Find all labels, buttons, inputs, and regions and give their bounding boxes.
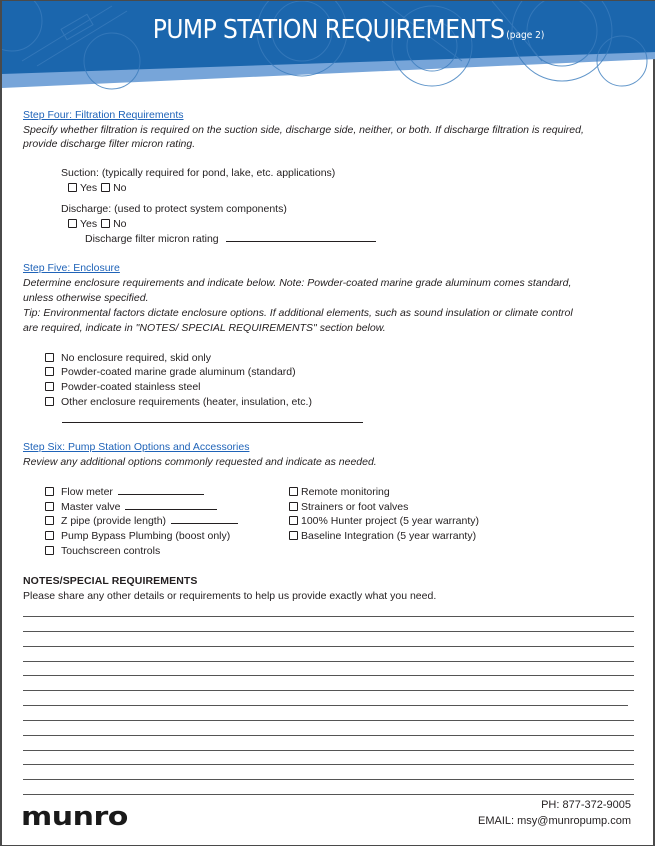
enclosure-option-label-1: Powder-coated marine grade aluminum (standard) [61,366,296,378]
enclosure-option [45,381,201,393]
z-pipe-length-input[interactable] [171,515,238,524]
micron-rating-row [85,233,376,245]
option-baseline-integration [289,530,476,542]
hunter-project-checkbox[interactable] [289,516,298,525]
step-six-desc: Review any additional options commonly requested and indicate as needed. [23,456,377,468]
master-valve-label: Master valve [61,501,121,513]
pump-bypass-label: Pump Bypass Plumbing (boost only) [61,530,231,542]
touchscreen-label: Touchscreen controls [61,545,161,557]
discharge-label: Discharge: (used to protect system components) [61,203,287,215]
step-five-tip-line1: Tip: Environmental factors dictate enclosure options. If additional elements, such as sound insulation or climate control [23,307,573,319]
baseline-integration-label: Baseline Integration (5 year warranty) [301,530,477,542]
notes-line[interactable] [23,631,634,632]
suction-yes-checkbox[interactable] [68,183,77,192]
notes-line[interactable] [23,616,634,617]
strainers-label: Strainers or foot valves [301,501,409,513]
header-banner [2,1,655,91]
option-hunter-project [289,515,479,527]
notes-line[interactable] [23,750,634,751]
step-five-tip-line2: are required, indicate in "NOTES/ SPECIAL REQUIREMENTS" section below. [23,322,386,334]
suction-yes-label: Yes [80,182,98,194]
enclosure-option-checkbox-1[interactable] [45,367,54,376]
notes-desc: Please share any other details or requirements to help us provide exactly what you need. [23,590,437,602]
step-five-heading[interactable]: Step Five: Enclosure [23,262,120,274]
notes-line[interactable] [23,794,634,795]
notes-line[interactable] [23,735,634,736]
enclosure-option-label-2: Powder-coated stainless steel [61,381,201,393]
master-valve-checkbox[interactable] [45,502,54,511]
flow-meter-checkbox[interactable] [45,487,54,496]
step-four-desc-line2: provide discharge filter micron rating. [23,138,196,150]
page-number-label: (page 2) [506,30,545,41]
step-four-heading[interactable]: Step Four: Filtration Requirements [23,109,184,121]
option-strainers [289,501,408,513]
micron-rating-label: Discharge filter micron rating [85,233,219,245]
notes-line[interactable] [23,764,634,765]
master-valve-input[interactable] [125,501,217,510]
enclosure-option-label-3: Other enclosure requirements (heater, insulation, etc.) [61,396,312,408]
discharge-no-label: No [113,218,127,230]
page-title [153,15,545,45]
remote-monitoring-checkbox[interactable] [289,487,298,496]
discharge-no-checkbox[interactable] [101,219,110,228]
enclosure-option [45,366,296,378]
touchscreen-checkbox[interactable] [45,546,54,555]
strainers-checkbox[interactable] [289,502,298,511]
notes-line[interactable] [23,690,634,691]
z-pipe-label: Z pipe (provide length) [61,515,167,527]
flow-meter-input[interactable] [118,486,204,495]
option-touchscreen [45,545,160,557]
notes-line[interactable] [23,675,634,676]
page-title-text: PUMP STATION REQUIREMENTS [152,15,505,45]
step-five-desc-line1: Determine enclosure requirements and indicate below. Note: Powder-coated marine grade aluminum comes standard, [23,277,572,289]
phone-number: PH: 877-372-9005 [541,799,631,811]
discharge-yes-label: Yes [80,218,98,230]
suction-no-label: No [113,182,127,194]
hunter-project-label: 100% Hunter project (5 year warranty) [301,515,479,527]
other-enclosure-input[interactable] [62,422,363,423]
flow-meter-label: Flow meter [61,486,113,498]
step-four-desc-line1: Specify whether filtration is required on the suction side, discharge side, neither, or both. If discharge filtration is required, [23,124,584,136]
remote-monitoring-label: Remote monitoring [301,486,390,498]
enclosure-option-checkbox-0[interactable] [45,353,54,362]
z-pipe-checkbox[interactable] [45,516,54,525]
option-z-pipe [45,515,238,527]
micron-rating-input[interactable] [226,233,376,242]
discharge-options [68,218,127,230]
baseline-integration-checkbox[interactable] [289,531,298,540]
notes-line[interactable] [23,705,628,706]
munro-logo: munro [21,802,128,832]
notes-title: NOTES/SPECIAL REQUIREMENTS [23,575,198,587]
suction-no-checkbox[interactable] [101,183,110,192]
enclosure-option-label-0: No enclosure required, skid only [61,352,211,364]
option-remote-monitoring [289,486,390,498]
step-five-desc-line2: unless otherwise specified. [23,292,149,304]
pump-bypass-checkbox[interactable] [45,531,54,540]
discharge-yes-checkbox[interactable] [68,219,77,228]
notes-line[interactable] [23,720,634,721]
option-flow-meter [45,486,204,498]
suction-options [68,182,127,194]
email-address: EMAIL: msy@munropump.com [478,815,631,827]
option-pump-bypass [45,530,230,542]
step-six-heading[interactable]: Step Six: Pump Station Options and Accessories [23,441,250,453]
enclosure-option [45,396,312,408]
enclosure-option-checkbox-2[interactable] [45,382,54,391]
notes-line[interactable] [23,779,634,780]
enclosure-option-checkbox-3[interactable] [45,397,54,406]
suction-label: Suction: (typically required for pond, lake, etc. applications) [61,167,336,179]
notes-line[interactable] [23,661,634,662]
notes-line[interactable] [23,646,634,647]
enclosure-option [45,352,211,364]
option-master-valve [45,501,217,513]
